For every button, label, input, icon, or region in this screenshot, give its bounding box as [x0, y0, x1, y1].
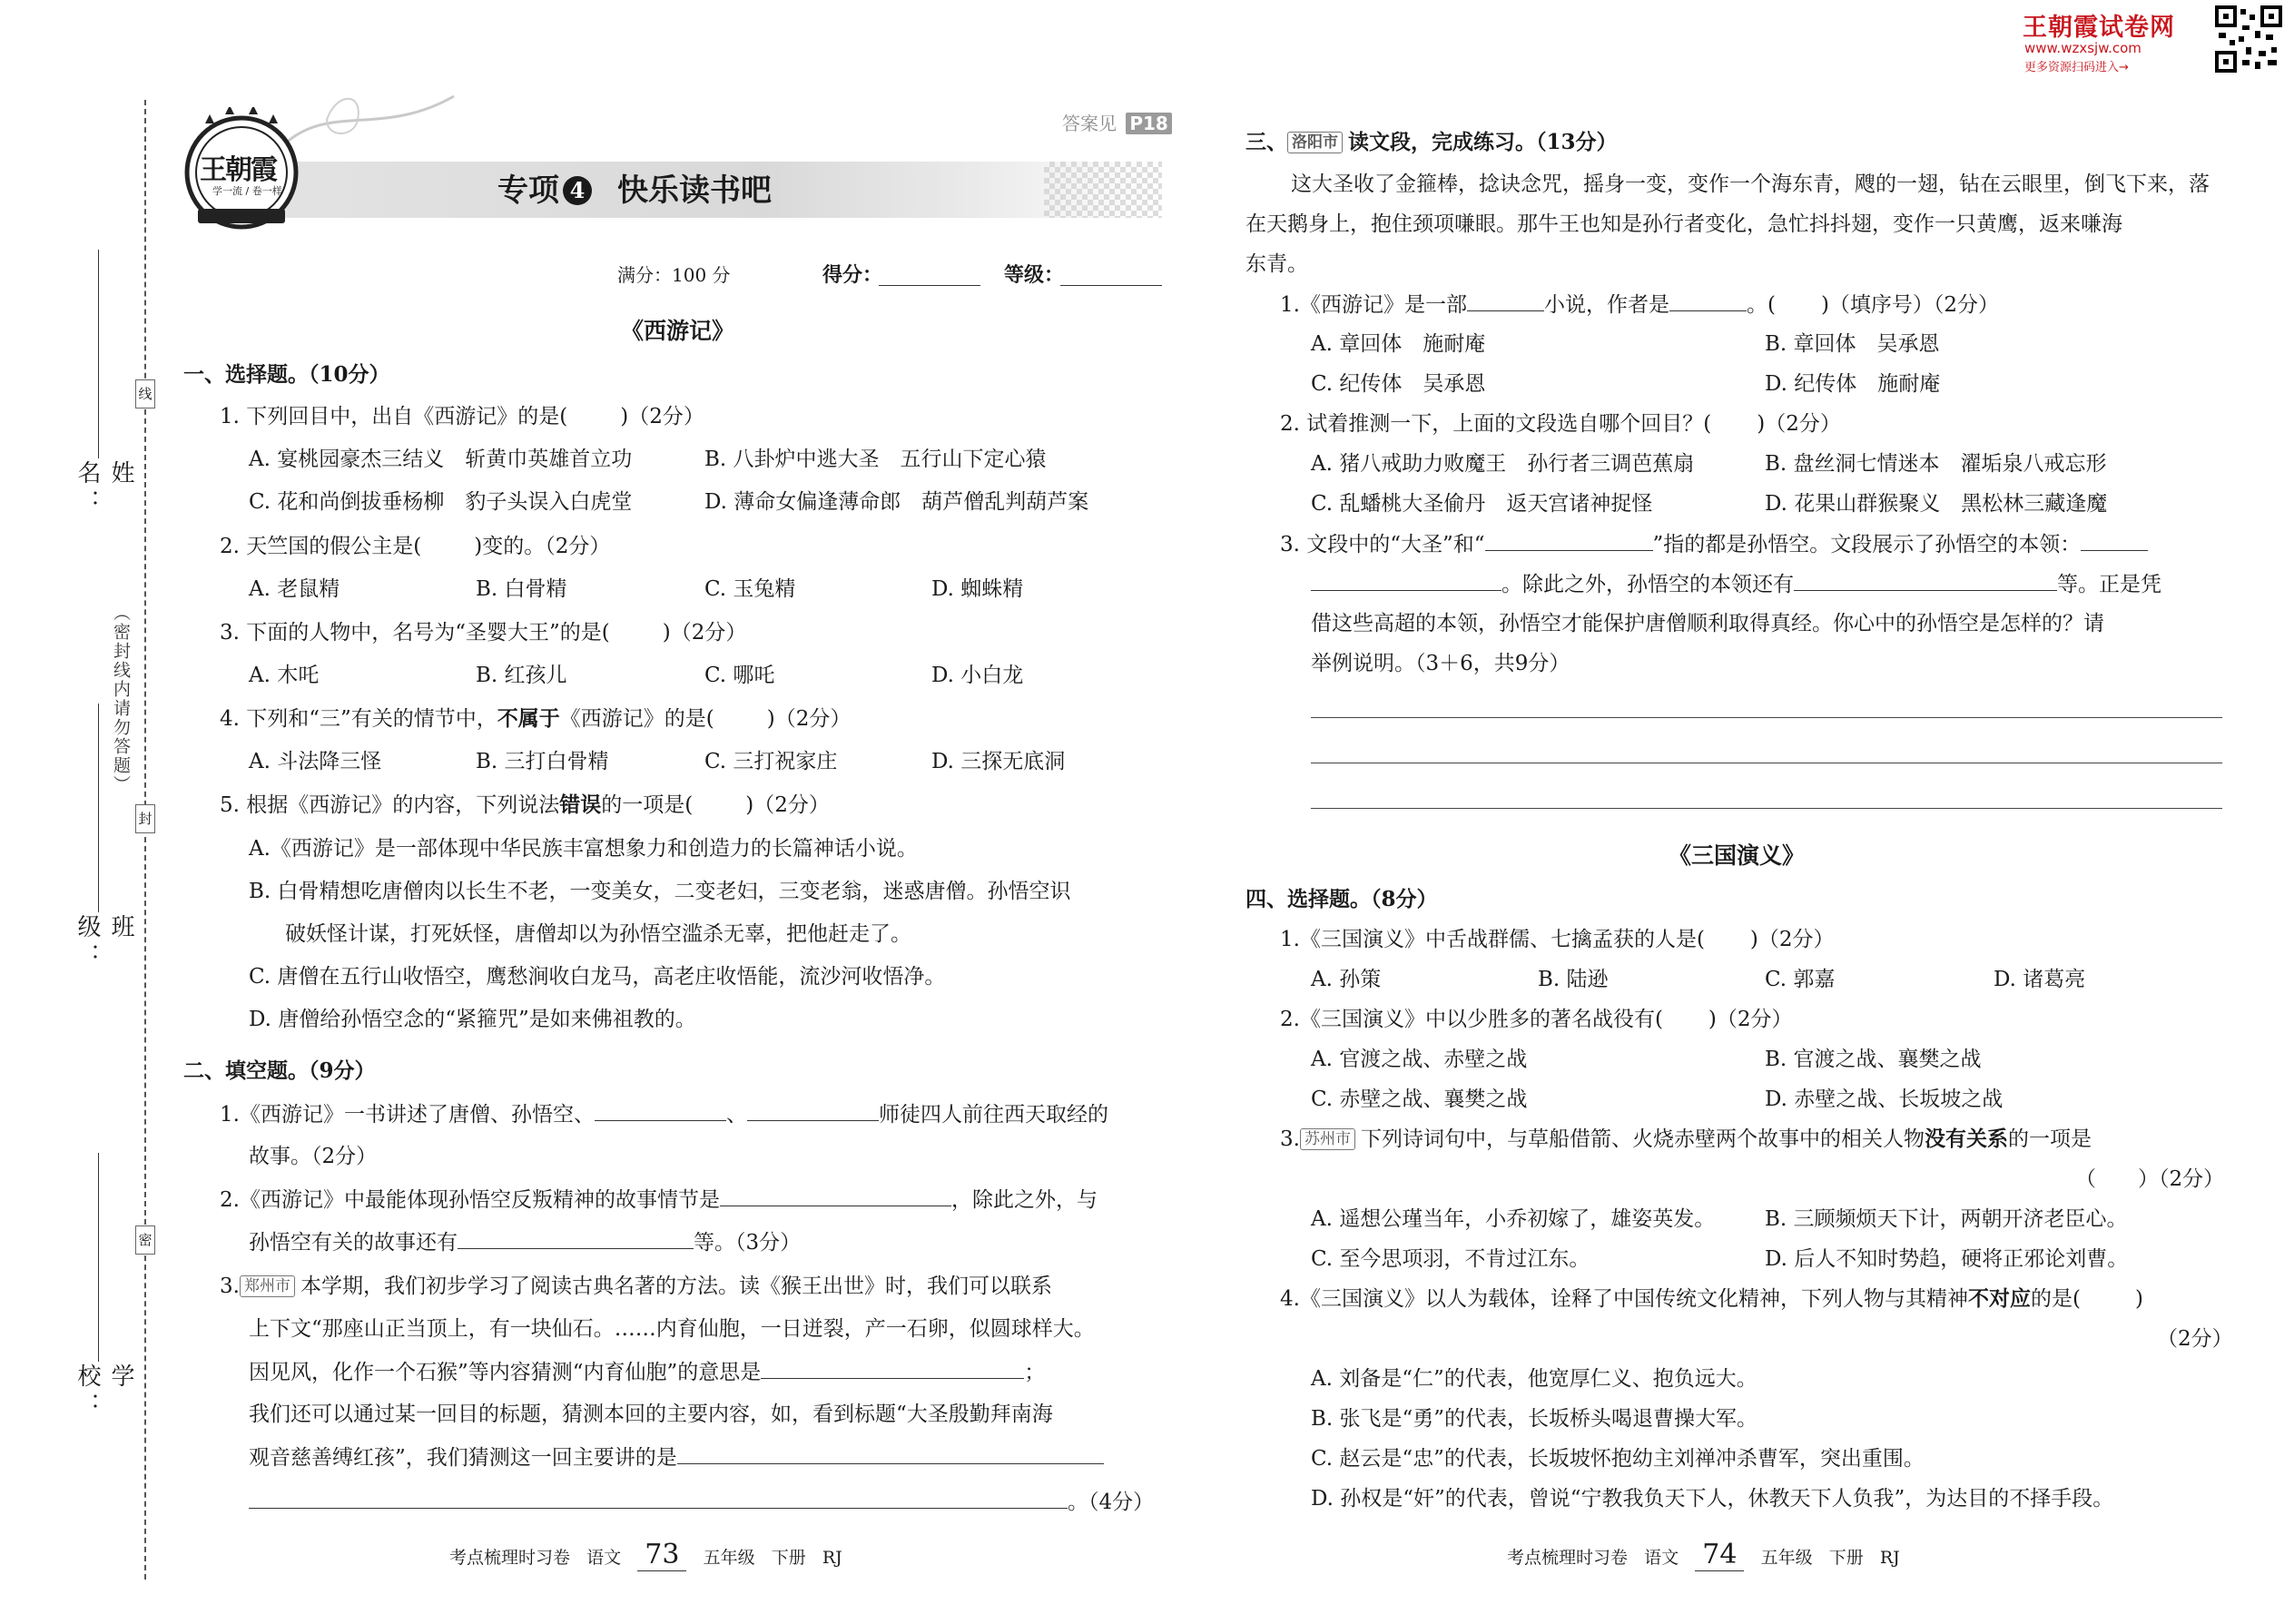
fill-blank[interactable]: [249, 1488, 1068, 1509]
footer-edition: RJ: [1879, 1548, 1900, 1568]
question-5-stem: 5. 根据《西游记》的内容，下列说法错误的一项是( )（2分）: [220, 792, 830, 817]
r1-option-a[interactable]: A. 章回体 施耐庵: [1311, 332, 1486, 356]
fill-3-line5: 观音慈善缚红孩”，我们猜测这一回主要讲的是: [249, 1443, 1104, 1471]
fill-blank[interactable]: [761, 1358, 1024, 1379]
q3-option-c[interactable]: C. 哪吒: [704, 664, 775, 687]
grade-blank[interactable]: [1060, 265, 1162, 286]
footer-grade: 五年级: [1760, 1548, 1813, 1568]
r-question-2-stem: 2. 试着推测一下，上面的文段选自哪个回目？( )（2分）: [1280, 412, 1841, 436]
q1-option-a[interactable]: A. 宴桃园豪杰三结义 斩黄巾英雄首立功: [249, 448, 633, 471]
fill-blank[interactable]: [458, 1228, 694, 1249]
r1-option-d[interactable]: D. 纪传体 施耐庵: [1765, 372, 1941, 396]
fill-blank[interactable]: [1485, 530, 1653, 551]
fill-blank[interactable]: [1467, 290, 1544, 311]
score-label: 得分：: [822, 263, 883, 287]
s-question-3-score[interactable]: （ ）（2分）: [2075, 1167, 2225, 1191]
page-title: [497, 165, 772, 210]
seal-mark-secret: 密: [135, 1225, 155, 1255]
logo-text: 王朝霞: [200, 154, 276, 186]
r-question-3-line2: 。除此之外，孙悟空的本领还有 等。正是凭: [1311, 570, 2161, 598]
footer-grade: 五年级: [703, 1548, 755, 1568]
q2-option-d[interactable]: D. 蜘蛛精: [931, 577, 1024, 601]
fill-blank[interactable]: [2081, 530, 2148, 551]
footer-subject: 语文: [586, 1548, 622, 1568]
fill-blank[interactable]: [595, 1100, 726, 1121]
fill-blank[interactable]: [1794, 570, 2057, 591]
book-title-sanguo: 《三国演义》: [1669, 842, 1806, 869]
passage-line1: 这大圣收了金箍棒，捻诀念咒，摇身一变，变作一个海东青，飕的一翅，钻在云眼里，倒飞下来，落: [1291, 172, 2210, 196]
name-label: 姓名：: [74, 460, 134, 518]
s-question-1-stem: 1.《三国演义》中舌战群儒、七擒孟获的人是( )（2分）: [1280, 928, 1835, 951]
answer-line[interactable]: [1311, 808, 2222, 809]
r2-option-d[interactable]: D. 花果山群猴聚义 黑松林三藏逢魔: [1765, 492, 2108, 516]
school-field[interactable]: [71, 1153, 134, 1425]
fill-3-line2: 上下文“那座山正当顶上，有一块仙石。……内育仙胞，一日迸裂，产一石卵，似圆球样大。: [249, 1317, 1095, 1341]
answer-page-badge: P18: [1126, 113, 1172, 134]
r-question-3-line3: 借这些高超的本领，孙悟空才能保护唐僧顺利取得真经。你心中的孙悟空是怎样的？请: [1311, 612, 2104, 635]
fill-blank[interactable]: [1311, 570, 1501, 591]
s3-option-b[interactable]: B. 三顾频烦天下计，两朝开济老臣心。: [1765, 1207, 2128, 1231]
question-4-stem: 4. 下列和“三”有关的情节中，不属于《西游记》的是( )（2分）: [220, 706, 852, 731]
q4-option-c[interactable]: C. 三打祝家庄: [704, 750, 838, 773]
logo: [178, 107, 305, 234]
footer-book: 考点梳理时习卷: [449, 1548, 571, 1568]
r-question-3-line4: 举例说明。（3＋6，共9分）: [1311, 652, 1570, 675]
title-band-checker: [1044, 162, 1162, 218]
fill-blank[interactable]: [677, 1443, 1104, 1464]
q3-option-d[interactable]: D. 小白龙: [931, 664, 1024, 687]
region-tag: 苏州市: [1300, 1128, 1355, 1150]
book-title-xiyouji: 《西游记》: [621, 318, 735, 344]
q1-option-c[interactable]: C. 花和尚倒拔垂杨柳 豹子头误入白虎堂: [249, 490, 633, 514]
s1-option-d[interactable]: D. 诸葛亮: [1994, 968, 2086, 991]
fill-blank[interactable]: [1669, 290, 1747, 311]
class-label: 班级：: [74, 914, 134, 972]
name-blank[interactable]: [98, 250, 99, 458]
footer-subject: 语文: [1644, 1548, 1679, 1568]
q5-option-d[interactable]: D. 唐僧给孙悟空念的“紧箍咒”是如来佛祖教的。: [249, 1008, 696, 1031]
school-blank[interactable]: [98, 1153, 99, 1362]
q1-option-b[interactable]: B. 八卦炉中逃大圣 五行山下定心猿: [704, 448, 1047, 471]
r-question-3-line1: 3. 文段中的“大圣”和“ ”指的都是孙悟空。文段展示了孙悟空的本领：: [1280, 530, 2148, 558]
fill-blank[interactable]: [747, 1100, 879, 1121]
footer-book: 考点梳理时习卷: [1507, 1548, 1629, 1568]
footer-term: 下册: [771, 1548, 806, 1568]
q4-option-d[interactable]: D. 三探无底洞: [931, 750, 1066, 773]
q2-option-b[interactable]: B. 白骨精: [476, 577, 567, 601]
s1-option-b[interactable]: B. 陆逊: [1538, 968, 1609, 991]
footer-right: [1507, 1539, 1900, 1570]
r1-option-c[interactable]: C. 纪传体 吴承恩: [1311, 372, 1486, 396]
name-field[interactable]: [71, 250, 134, 531]
question-3-stem: 3. 下面的人物中，名号为“圣婴大王”的是( )（2分）: [220, 621, 747, 645]
s-question-4-score: （2分）: [2157, 1327, 2233, 1351]
score-blank[interactable]: [879, 265, 980, 286]
footer-left: [449, 1539, 842, 1570]
fill-1-line1: 1.《西游记》一书讲述了唐僧、孙悟空、 、 师徒四人前往西天取经的: [220, 1100, 1108, 1128]
score-full: 满分：100 分: [617, 264, 731, 286]
seal-mark-line: 线: [135, 379, 155, 408]
s2-option-a[interactable]: A. 官渡之战、赤壁之战: [1311, 1048, 1528, 1071]
qr-code-icon: [2215, 5, 2282, 73]
region-tag: 郑州市: [240, 1275, 295, 1297]
title-prefix: 专项: [497, 172, 559, 209]
section-4-title: 四、选择题。（8分）: [1245, 887, 1438, 911]
q4-option-a[interactable]: A. 斗法降三怪: [249, 750, 382, 773]
title-main: 快乐读书吧: [617, 172, 772, 209]
s2-option-c[interactable]: C. 赤壁之战、襄樊之战: [1311, 1088, 1528, 1111]
footer-page-number: 74: [1695, 1539, 1744, 1571]
footer-edition: RJ: [822, 1548, 842, 1568]
watermark-url: www.wzxsjw.com: [2024, 40, 2141, 56]
class-blank[interactable]: [98, 704, 99, 912]
s-question-2-stem: 2.《三国演义》中以少胜多的著名战役有( )（2分）: [1280, 1008, 1793, 1031]
q3-option-a[interactable]: A. 木吒: [249, 664, 320, 687]
q3-option-b[interactable]: B. 红孩儿: [476, 664, 567, 687]
s3-option-c[interactable]: C. 至今思项羽，不肯过江东。: [1311, 1247, 1590, 1271]
fill-1-line2: 故事。（2分）: [249, 1145, 378, 1168]
s3-option-d[interactable]: D. 后人不知时势趋，硬将正邪论刘曹。: [1765, 1247, 2129, 1271]
s4-option-c[interactable]: C. 赵云是“忠”的代表，长坂坡怀抱幼主刘禅冲杀曹军，突出重围。: [1311, 1447, 1925, 1471]
watermark-tagline: 更多资源扫码进入→: [2024, 61, 2129, 74]
fill-blank[interactable]: [720, 1186, 951, 1206]
binding-dashed-line: [144, 100, 146, 1580]
q5-option-a[interactable]: A.《西游记》是一部体现中华民族丰富想象力和创造力的长篇神话小说。: [249, 837, 918, 861]
section-1-title: 一、选择题。（10分）: [183, 362, 390, 387]
q1-option-d[interactable]: D. 薄命女偏逢薄命郎 葫芦僧乱判葫芦案: [704, 490, 1089, 514]
s4-option-b[interactable]: B. 张飞是“勇”的代表，长坂桥头喝退曹操大军。: [1311, 1407, 1758, 1431]
fill-2-line1: 2.《西游记》中最能体现孙悟空反叛精神的故事情节是 ，除此之外，与: [220, 1186, 1098, 1214]
r2-option-c[interactable]: C. 乱蟠桃大圣偷丹 返天宫诸神捉怪: [1311, 492, 1653, 516]
r1-option-b[interactable]: B. 章回体 吴承恩: [1765, 332, 1940, 356]
s4-option-d[interactable]: D. 孙权是“奸”的代表，曾说“宁教我负天下人，休教天下人负我”，为达目的不择手段。: [1311, 1487, 2114, 1511]
q5-option-b-line2[interactable]: 破妖怪计谋，打死妖怪，唐僧却以为孙悟空滥杀无辜，把他赶走了。: [285, 922, 911, 946]
s2-option-d[interactable]: D. 赤壁之战、长坂坡之战: [1765, 1088, 2004, 1111]
section-3-title: 三、 洛阳市 读文段，完成练习。（13分）: [1245, 130, 1618, 154]
answer-reference-label: 答案见: [1062, 113, 1117, 134]
binding-notice: （密封线内请勿答题）: [111, 604, 131, 794]
region-tag: 洛阳市: [1287, 132, 1343, 153]
r-question-1-stem: 1.《西游记》是一部 小说，作者是 。( )（填序号）（2分）: [1280, 290, 1999, 319]
s-question-3-stem: 3. 苏州市 下列诗词句中，与草船借箭、火烧赤壁两个故事中的相关人物没有关系的一项是: [1280, 1127, 2092, 1151]
watermark: [2023, 7, 2231, 73]
r2-option-a[interactable]: A. 猪八戒助力败魔王 孙行者三调芭蕉扇: [1311, 452, 1695, 476]
q2-option-a[interactable]: A. 老鼠精: [249, 577, 340, 601]
q5-option-c[interactable]: C. 唐僧在五行山收悟空，鹰愁涧收白龙马，高老庄收悟能，流沙河收悟净。: [249, 965, 946, 989]
question-1-stem: 1. 下列回目中，出自《西游记》的是( )（2分）: [220, 405, 704, 428]
school-label: 学校：: [74, 1363, 134, 1422]
seal-mark-seal: 封: [135, 804, 155, 833]
s4-option-a[interactable]: A. 刘备是“仁”的代表，他宽厚仁义、抱负远大。: [1311, 1367, 1757, 1391]
s1-option-c[interactable]: C. 郭嘉: [1765, 968, 1836, 991]
watermark-brand: 王朝霞试卷网: [2023, 14, 2175, 42]
s3-option-a[interactable]: A. 遥想公瑾当年，小乔初嫁了，雄姿英发。: [1311, 1207, 1716, 1231]
s-question-4-stem: 4.《三国演义》以人为载体，诠释了中国传统文化精神，下列人物与其精神不对应的是( ): [1280, 1286, 2143, 1311]
fill-2-line2: 孙悟空有关的故事还有 等。（3分）: [249, 1228, 801, 1256]
answer-reference: [1062, 109, 1172, 135]
footer-term: 下册: [1828, 1548, 1864, 1568]
class-field[interactable]: [71, 704, 134, 976]
q5-option-b-line1[interactable]: B. 白骨精想吃唐僧肉以长生不老，一变美女，二变老妇，三变老翁，迷惑唐僧。孙悟空识: [249, 880, 1071, 903]
q2-option-c[interactable]: C. 玉兔精: [704, 577, 796, 601]
fill-3-line3: 因见风，化作一个石猴”等内容猜测“内育仙胞”的意思是 ；: [249, 1358, 1045, 1386]
answer-line[interactable]: [1311, 717, 2222, 718]
passage-line2: 在天鹅身上，抱住颈项嗛眼。那牛王也知是孙行者变化，急忙抖抖翅，变作一只黄鹰，返来嗛海: [1245, 212, 2122, 236]
question-2-stem: 2. 天竺国的假公主是( )变的。（2分）: [220, 535, 611, 558]
fill-3-line6: 。（4分）: [249, 1488, 1154, 1516]
s1-option-a[interactable]: A. 孙策: [1311, 968, 1382, 991]
logo-subtext: 学一流 / 卷一样: [212, 185, 282, 197]
r2-option-b[interactable]: B. 盘丝洞七情迷本 濯垢泉八戒忘形: [1765, 452, 2107, 476]
section-2-title: 二、填空题。（9分）: [183, 1058, 376, 1083]
grade-label: 等级：: [1004, 263, 1065, 287]
title-number-badge: 4: [563, 176, 592, 205]
fill-3-line1: 3. 郑州市 本学期，我们初步学习了阅读古典名著的方法。读《猴王出世》时，我们可以联系: [220, 1275, 1052, 1298]
fill-3-line4: 我们还可以通过某一回目的标题，猜测本回的主要内容，如，看到标题“大圣殷勤拜南海: [249, 1403, 1053, 1426]
q4-option-b[interactable]: B. 三打白骨精: [476, 750, 609, 773]
footer-page-number: 73: [637, 1539, 686, 1571]
passage-line3: 东青。: [1245, 252, 1308, 276]
s2-option-b[interactable]: B. 官渡之战、襄樊之战: [1765, 1048, 1982, 1071]
